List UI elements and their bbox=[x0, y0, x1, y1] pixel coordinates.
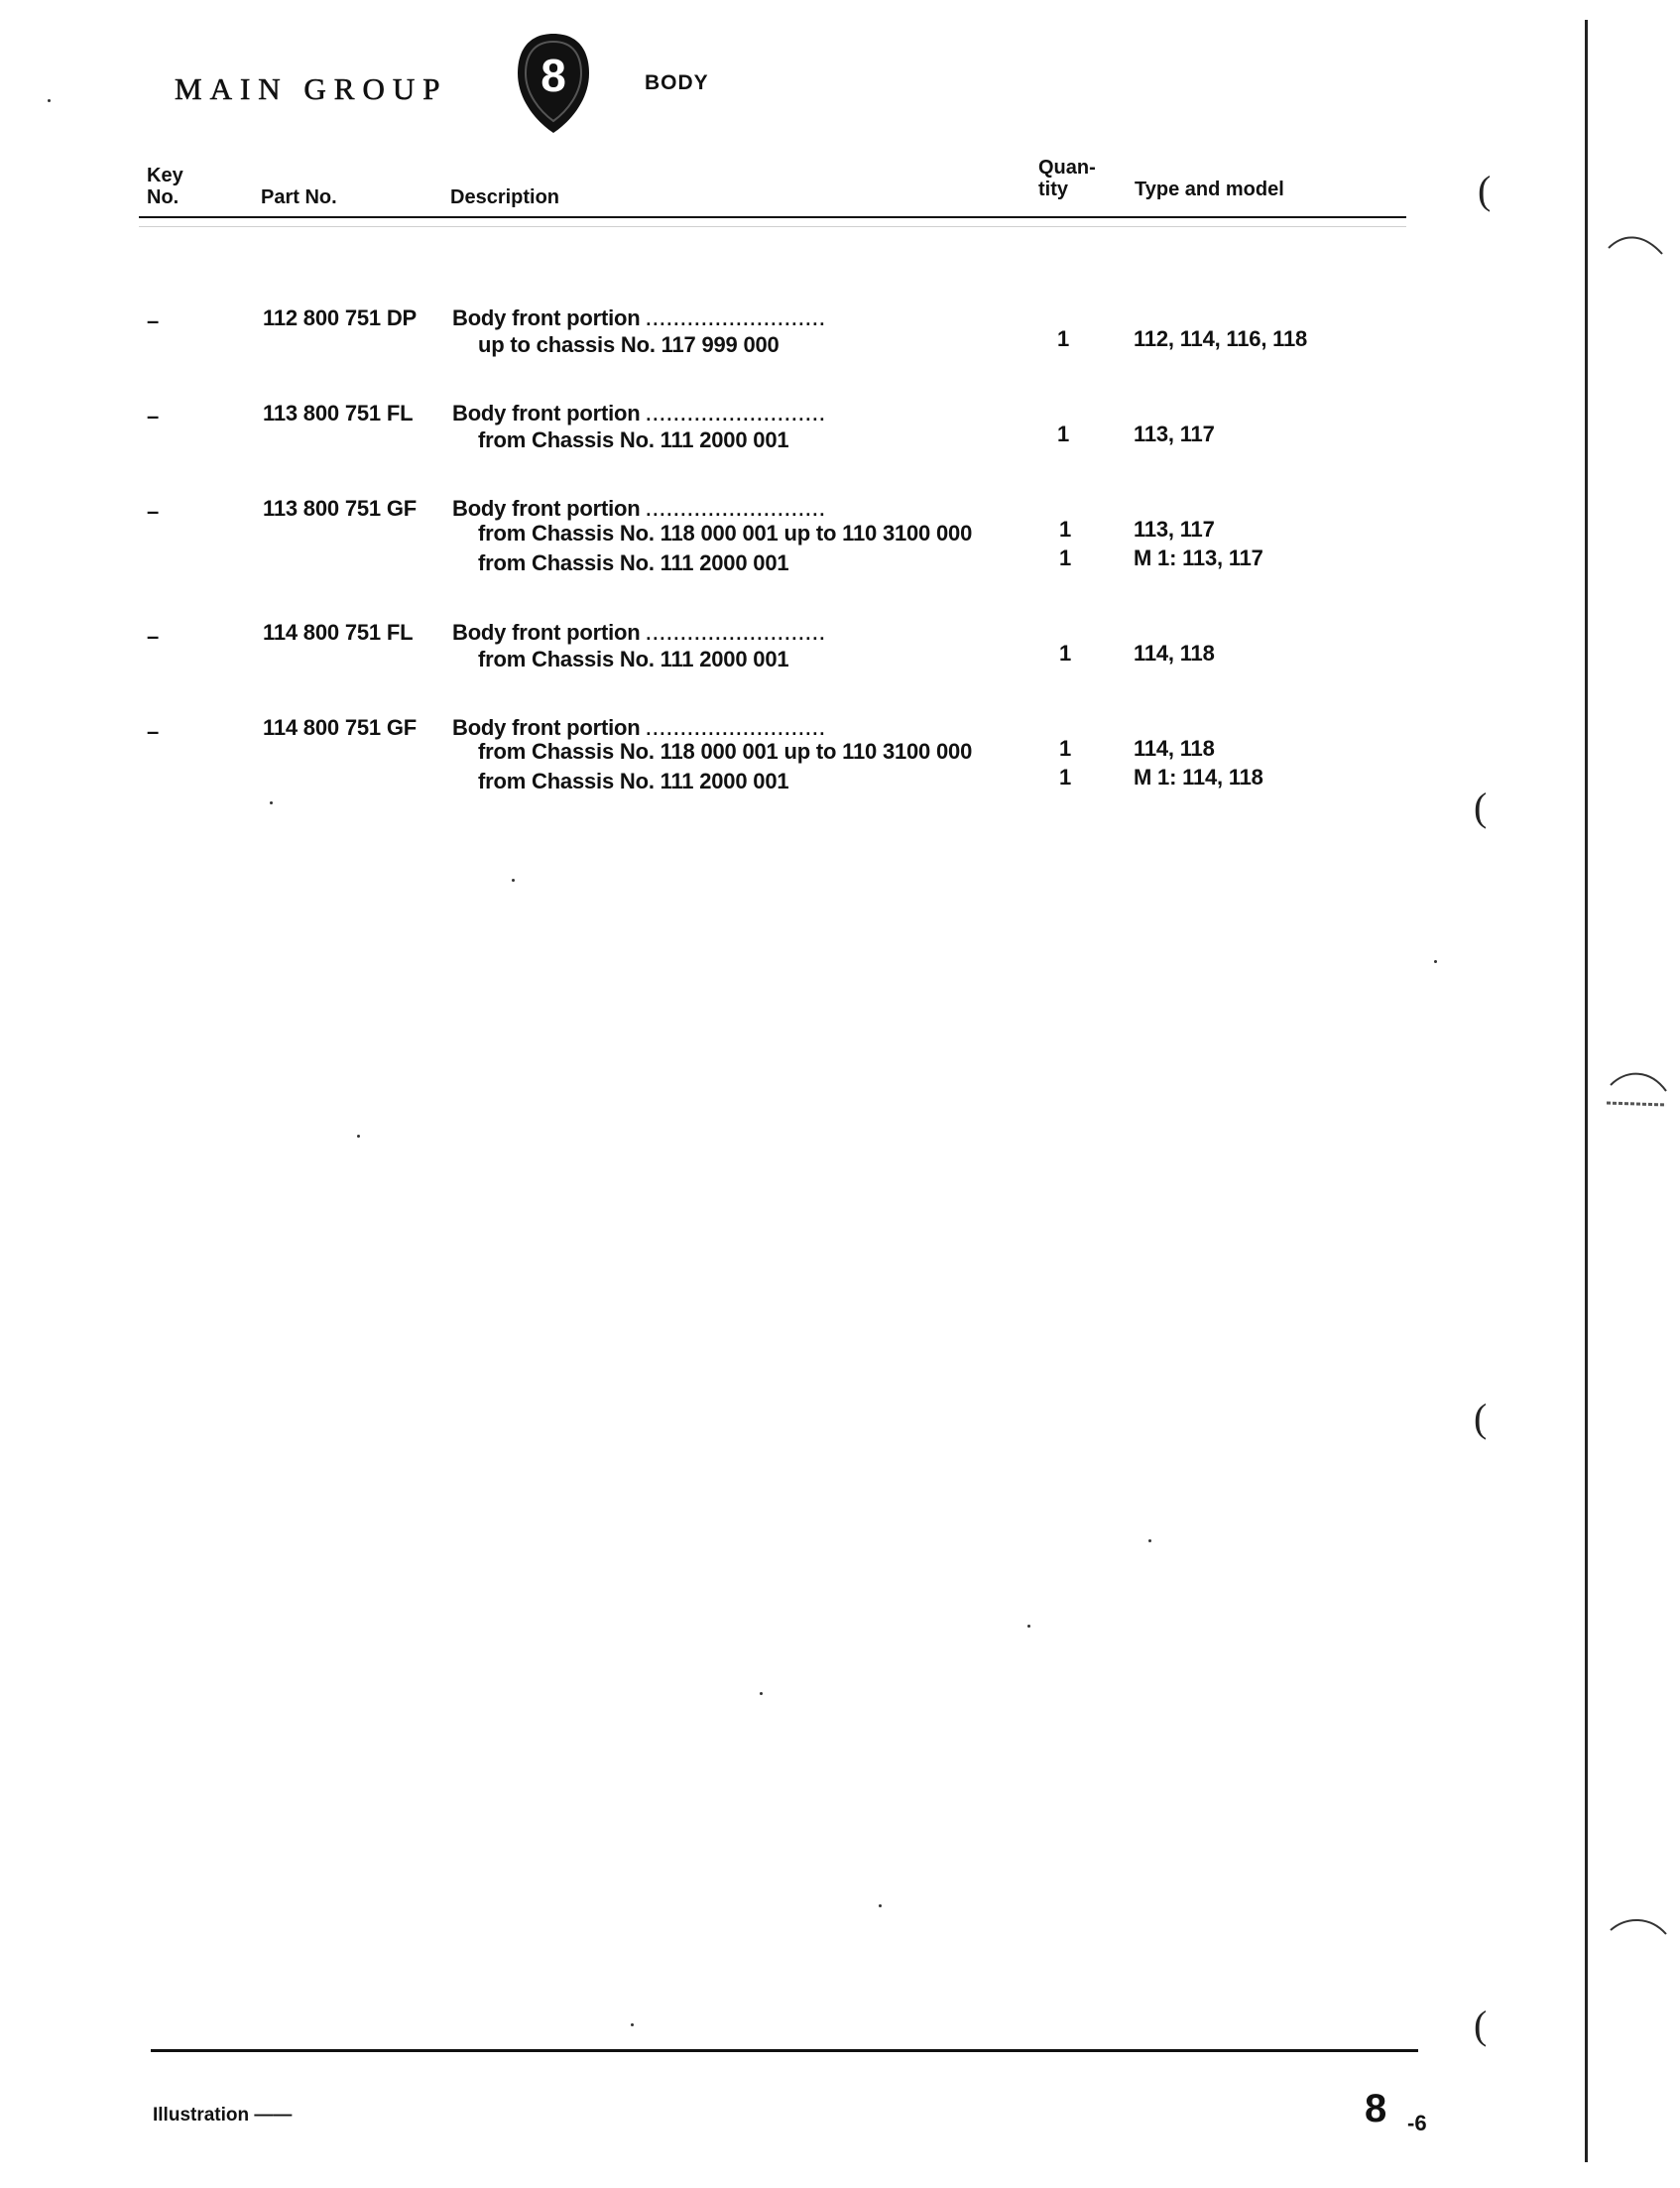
group-number: 8 bbox=[540, 50, 566, 101]
header-divider-faint bbox=[139, 226, 1406, 227]
scan-speck bbox=[1027, 1625, 1030, 1628]
row-3-part-no: 113 800 751 GF bbox=[263, 496, 417, 521]
row-5-model-2: M 1: 114, 118 bbox=[1134, 765, 1263, 790]
scan-speck bbox=[879, 1904, 882, 1907]
row-1-part-no: 112 800 751 DP bbox=[263, 305, 418, 330]
scan-speck bbox=[270, 801, 273, 804]
row-5-key: – bbox=[147, 719, 160, 744]
scan-speck bbox=[512, 879, 515, 882]
row-3-model-2: M 1: 113, 117 bbox=[1134, 546, 1263, 570]
binder-ring-mark bbox=[1607, 1904, 1670, 1944]
row-5-detail-1: from Chassis No. 118 000 001 up to 110 3100 000 bbox=[478, 739, 973, 764]
column-header-part-no: Part No. bbox=[261, 186, 337, 208]
row-5-part-no: 114 800 751 GF bbox=[263, 715, 417, 740]
row-3-model-1: 113, 117 bbox=[1134, 517, 1215, 542]
scan-speck bbox=[48, 99, 51, 102]
leader-dots: .......................... bbox=[646, 719, 827, 739]
row-4-model-1: 114, 118 bbox=[1134, 641, 1215, 666]
scan-speck bbox=[631, 2023, 634, 2026]
row-2-key: – bbox=[147, 404, 160, 428]
column-header-key-line1: Key bbox=[147, 165, 183, 186]
row-5-qty-2: 1 bbox=[1059, 765, 1072, 790]
column-header-quantity bbox=[1038, 157, 1096, 200]
column-header-type-model: Type and model bbox=[1135, 179, 1284, 200]
row-3-detail-2: from Chassis No. 111 2000 001 bbox=[478, 550, 789, 575]
group-number-badge bbox=[514, 30, 593, 137]
row-2-description bbox=[452, 400, 826, 428]
scan-speck bbox=[357, 1135, 360, 1138]
row-2-qty-1: 1 bbox=[1057, 422, 1070, 446]
row-5-model-1: 114, 118 bbox=[1134, 736, 1215, 761]
illustration-label: Illustration —— bbox=[153, 2105, 293, 2126]
row-2-description-text: Body front portion bbox=[452, 401, 641, 425]
binder-edge-line bbox=[1585, 20, 1588, 2162]
leader-dots: .......................... bbox=[646, 624, 827, 644]
scan-speck bbox=[760, 1692, 763, 1695]
row-1-description bbox=[452, 304, 826, 333]
row-1-description-text: Body front portion bbox=[452, 305, 641, 330]
row-1-detail-1: up to chassis No. 117 999 000 bbox=[478, 332, 780, 357]
punch-hole-mark: ( bbox=[1474, 785, 1488, 829]
row-5-description-text: Body front portion bbox=[452, 715, 641, 740]
column-header-quantity-line1: Quan- bbox=[1038, 157, 1096, 179]
column-header-description: Description bbox=[450, 186, 560, 208]
column-header-key-line2: No. bbox=[147, 186, 180, 208]
leader-dots: .......................... bbox=[646, 309, 827, 329]
row-4-description-text: Body front portion bbox=[452, 620, 641, 645]
row-2-detail-1: from Chassis No. 111 2000 001 bbox=[478, 427, 789, 452]
row-4-part-no: 114 800 751 FL bbox=[263, 620, 414, 645]
leader-dots: .......................... bbox=[646, 500, 827, 520]
row-4-description bbox=[452, 619, 826, 648]
binder-ring-mark bbox=[1607, 1061, 1670, 1111]
row-3-key: – bbox=[147, 499, 160, 524]
punch-hole-mark: ( bbox=[1474, 1396, 1488, 1440]
row-2-model-1: 113, 117 bbox=[1134, 422, 1215, 446]
punch-hole-mark: ( bbox=[1478, 168, 1492, 212]
row-5-qty-1: 1 bbox=[1059, 736, 1072, 761]
row-3-description-text: Body front portion bbox=[452, 496, 641, 521]
row-3-qty-2: 1 bbox=[1059, 546, 1072, 570]
column-header-key-no bbox=[147, 165, 183, 208]
row-2-part-no: 113 800 751 FL bbox=[263, 401, 414, 425]
page-number-suffix: -6 bbox=[1407, 2111, 1427, 2135]
row-1-qty-1: 1 bbox=[1057, 326, 1070, 351]
row-3-qty-1: 1 bbox=[1059, 517, 1072, 542]
row-4-qty-1: 1 bbox=[1059, 641, 1072, 666]
main-group-label: MAIN GROUP bbox=[175, 71, 448, 106]
row-5-detail-2: from Chassis No. 111 2000 001 bbox=[478, 769, 789, 793]
column-header-quantity-line2: tity bbox=[1038, 179, 1068, 200]
row-4-key: – bbox=[147, 624, 160, 649]
punch-hole-mark: ( bbox=[1474, 2003, 1488, 2047]
footer-divider bbox=[151, 2049, 1418, 2052]
section-title: BODY bbox=[645, 71, 709, 94]
scan-speck bbox=[1148, 1539, 1151, 1542]
scan-speck bbox=[1434, 960, 1437, 963]
page-number: 8 bbox=[1365, 2087, 1387, 2130]
row-1-model-1: 112, 114, 116, 118 bbox=[1134, 326, 1308, 351]
header-divider bbox=[139, 216, 1406, 218]
row-4-detail-1: from Chassis No. 111 2000 001 bbox=[478, 647, 789, 671]
row-3-detail-1: from Chassis No. 118 000 001 up to 110 3100 000 bbox=[478, 521, 973, 546]
row-1-key: – bbox=[147, 308, 160, 333]
binder-ring-mark bbox=[1607, 218, 1666, 258]
leader-dots: .......................... bbox=[646, 405, 827, 425]
